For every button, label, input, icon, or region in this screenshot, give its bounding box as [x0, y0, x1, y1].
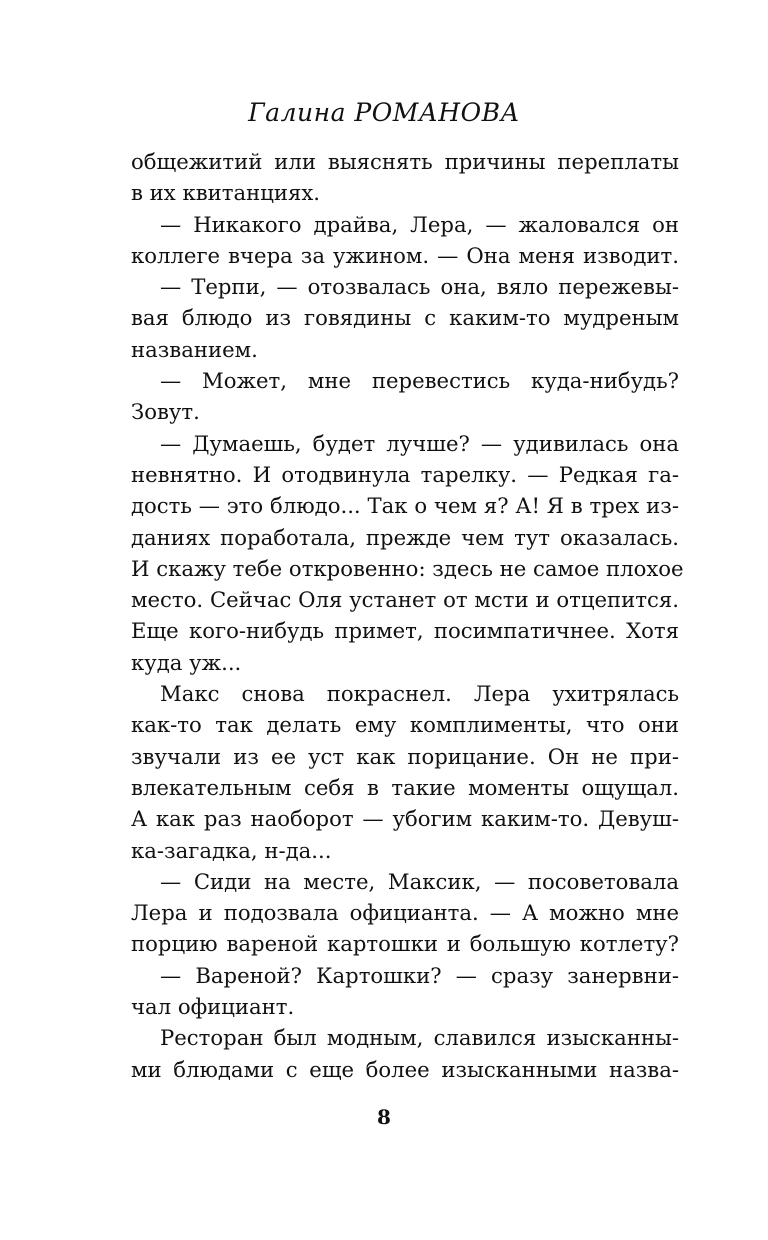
text-line: звучали из ее уст как порицание. Он не при-	[131, 743, 679, 769]
text-line: — Вареной? Картошки? — сразу занервни-	[160, 962, 679, 988]
text-line: Зовут.	[131, 399, 200, 425]
text-line: — Терпи, — отозвалась она, вяло пережевы-	[160, 274, 679, 300]
text-line: А как раз наоборот — убогим каким-то. Девуш-	[131, 806, 679, 832]
text-line: — Сиди на месте, Максик, — посоветовала	[160, 868, 679, 894]
text-line: Лера и подозвала официанта. — А можно мне	[131, 900, 679, 926]
text-line: общежитий или выяснять причины переплаты	[131, 149, 679, 174]
body-text	[131, 146, 684, 1085]
text-line: Макс снова покраснел. Лера ухитрялась	[160, 681, 679, 707]
text-line: как-то так делать ему комплименты, что они	[131, 712, 679, 738]
text-line: — Может, мне перевестись куда-нибудь?	[160, 368, 679, 394]
text-line: место. Сейчас Оля устанет от мсти и отцепится.	[131, 587, 679, 613]
text-line: невнятно. И отодвинула тарелку. — Редкая га-	[131, 461, 679, 487]
text-line: ми блюдами с еще более изысканными назва-	[131, 1056, 679, 1082]
text-line: — Никакого драйва, Лера, — жаловался он	[160, 211, 679, 237]
text-line: — Думаешь, будет лучше? — удивилась она	[160, 430, 679, 456]
page-number: 8	[377, 1105, 391, 1129]
text-line: названием.	[131, 336, 258, 362]
text-line: порцию вареной картошки и большую котлету?	[131, 931, 679, 957]
text-line: в их квитанциях.	[131, 180, 321, 206]
running-head-author: Галина РОМАНОВА	[248, 98, 520, 127]
text-line: дость — это блюдо... Так о чем я? А! Я в трех из-	[131, 493, 679, 519]
text-line: ка-загадка, н-да...	[131, 837, 332, 863]
text-line: И скажу тебе откровенно: здесь не самое плохое	[131, 555, 684, 581]
text-line: чал официант.	[131, 994, 295, 1020]
text-line: вая блюдо из говядины с каким-то мудреным	[131, 305, 679, 331]
text-line: Ресторан был модным, славился изысканны-	[160, 1025, 679, 1051]
text-line: даниях поработала, прежде чем тут оказалась.	[131, 524, 679, 550]
text-line: куда уж...	[131, 649, 242, 675]
text-line: влекательным себя в такие моменты ощущал.	[131, 774, 679, 800]
text-line: Еще кого-нибудь примет, посимпатичнее. Хотя	[131, 618, 679, 644]
text-line: коллеге вчера за ужином. — Она меня изводит.	[131, 242, 679, 268]
